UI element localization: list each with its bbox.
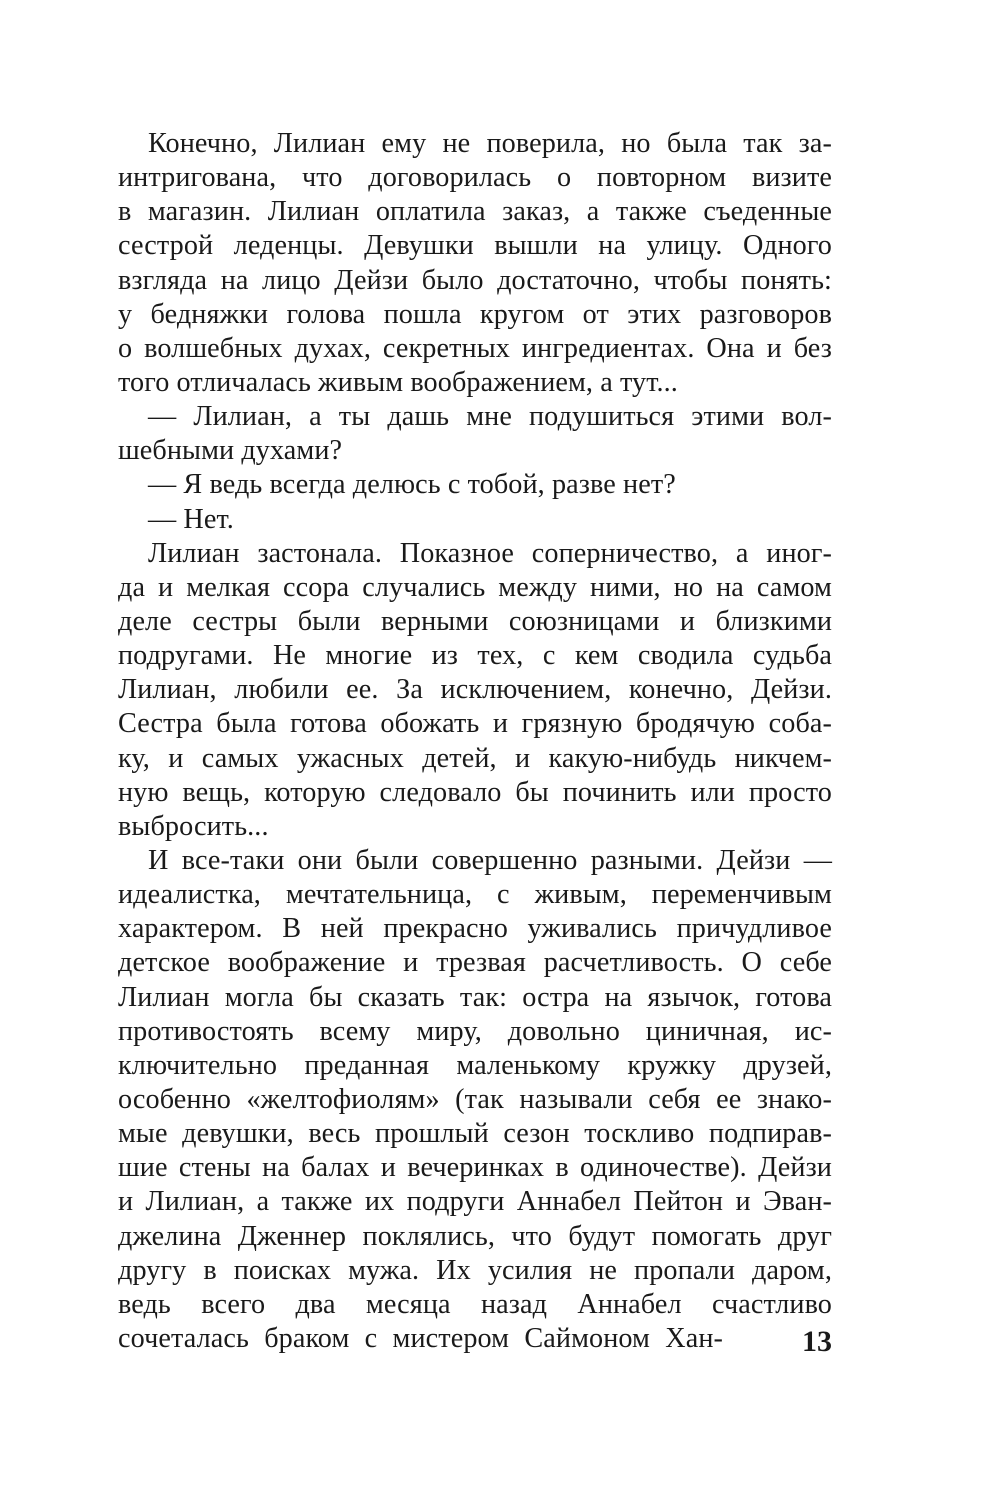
text-line: шие стены на балах и вечеринках в одиночестве). Дейзи (118, 1152, 832, 1184)
text-line: особенно «желтофиолям» (так называли себя ее знако- (118, 1083, 832, 1115)
text-line: Лилиан могла бы сказать так: остра на язычок, готова (118, 981, 832, 1013)
text-line: в магазин. Лилиан оплатила заказ, а также съеденные (118, 196, 832, 228)
text-line: у бедняжки голова пошла кругом от этих разговоров (118, 298, 832, 330)
text-line: о волшебных духах, секретных ингредиентах. Она и без (118, 332, 832, 364)
text-line: шебными духами? (118, 435, 343, 467)
text-line: подругами. Не многие из тех, с кем сводила судьба (118, 640, 832, 672)
text-line: сочеталась браком с мистером Саймоном Хан- (118, 1322, 723, 1354)
text-line: ведь всего два месяца назад Аннабел счастливо (118, 1288, 832, 1320)
dialogue-line (118, 503, 832, 537)
text-line: интригована, что договорилась о повторном визите (118, 162, 832, 194)
text-line: ную вещь, которую следовало бы починить или просто (118, 776, 832, 808)
paragraph (118, 844, 832, 1356)
text-line: характером. В ней прекрасно уживались причудливое (118, 913, 832, 945)
text-line: Лилиан застонала. Показное соперничество, а иног- (148, 537, 832, 569)
text-line: того отличалась живым воображением, а тут... (118, 366, 678, 398)
text-line: противостоять всему миру, довольно циничная, ис- (118, 1015, 832, 1047)
text-line: ключительно преданная маленькому кружку друзей, (118, 1049, 832, 1081)
dialogue-line (118, 400, 832, 468)
text-line: другу в поисках мужа. Их усилия не пропали даром, (118, 1254, 832, 1286)
text-line: взгляда на лицо Дейзи было достаточно, чтобы понять: (118, 264, 832, 296)
page-number: 13 (802, 1325, 832, 1358)
text-line: И все-таки они были совершенно разными. Дейзи — (148, 844, 832, 876)
text-line: мые девушки, весь прошлый сезон тоскливо подпирав- (118, 1118, 832, 1150)
text-line: сестрой леденцы. Девушки вышли на улицу. Одного (118, 230, 832, 262)
text-line: джелина Дженнер поклялись, что будут помогать друг (118, 1220, 832, 1252)
text-line: Лилиан, любили ее. За исключением, конечно, Дейзи. (118, 674, 832, 706)
text-line: и Лилиан, а также их подруги Аннабел Пейтон и Эван- (118, 1186, 832, 1218)
text-line: детское воображение и трезвая расчетливость. О себе (118, 947, 832, 979)
text-line: — Лилиан, а ты дашь мне подушиться этими вол- (148, 401, 832, 433)
text-line: да и мелкая ссора случались между ними, но на самом (118, 571, 832, 603)
text-line: идеалистка, мечтательница, с живым, переменчивым (118, 879, 832, 911)
text-line: — Я ведь всегда делюсь с тобой, разве нет? (148, 469, 676, 501)
text-line: — Нет. (148, 503, 234, 535)
text-line: деле сестры были верными союзницами и близкими (118, 605, 832, 637)
text-line: ку, и самых ужасных детей, и какую-нибудь никчем- (118, 742, 832, 774)
paragraph (118, 127, 832, 400)
paragraph (118, 537, 832, 844)
text-line: выбросить... (118, 810, 269, 842)
dialogue-line (118, 468, 832, 502)
text-line: Конечно, Лилиан ему не поверила, но была так за- (148, 128, 832, 159)
body-text (118, 127, 832, 1356)
text-line: Сестра была готова обожать и грязную бродячую соба- (118, 708, 832, 740)
